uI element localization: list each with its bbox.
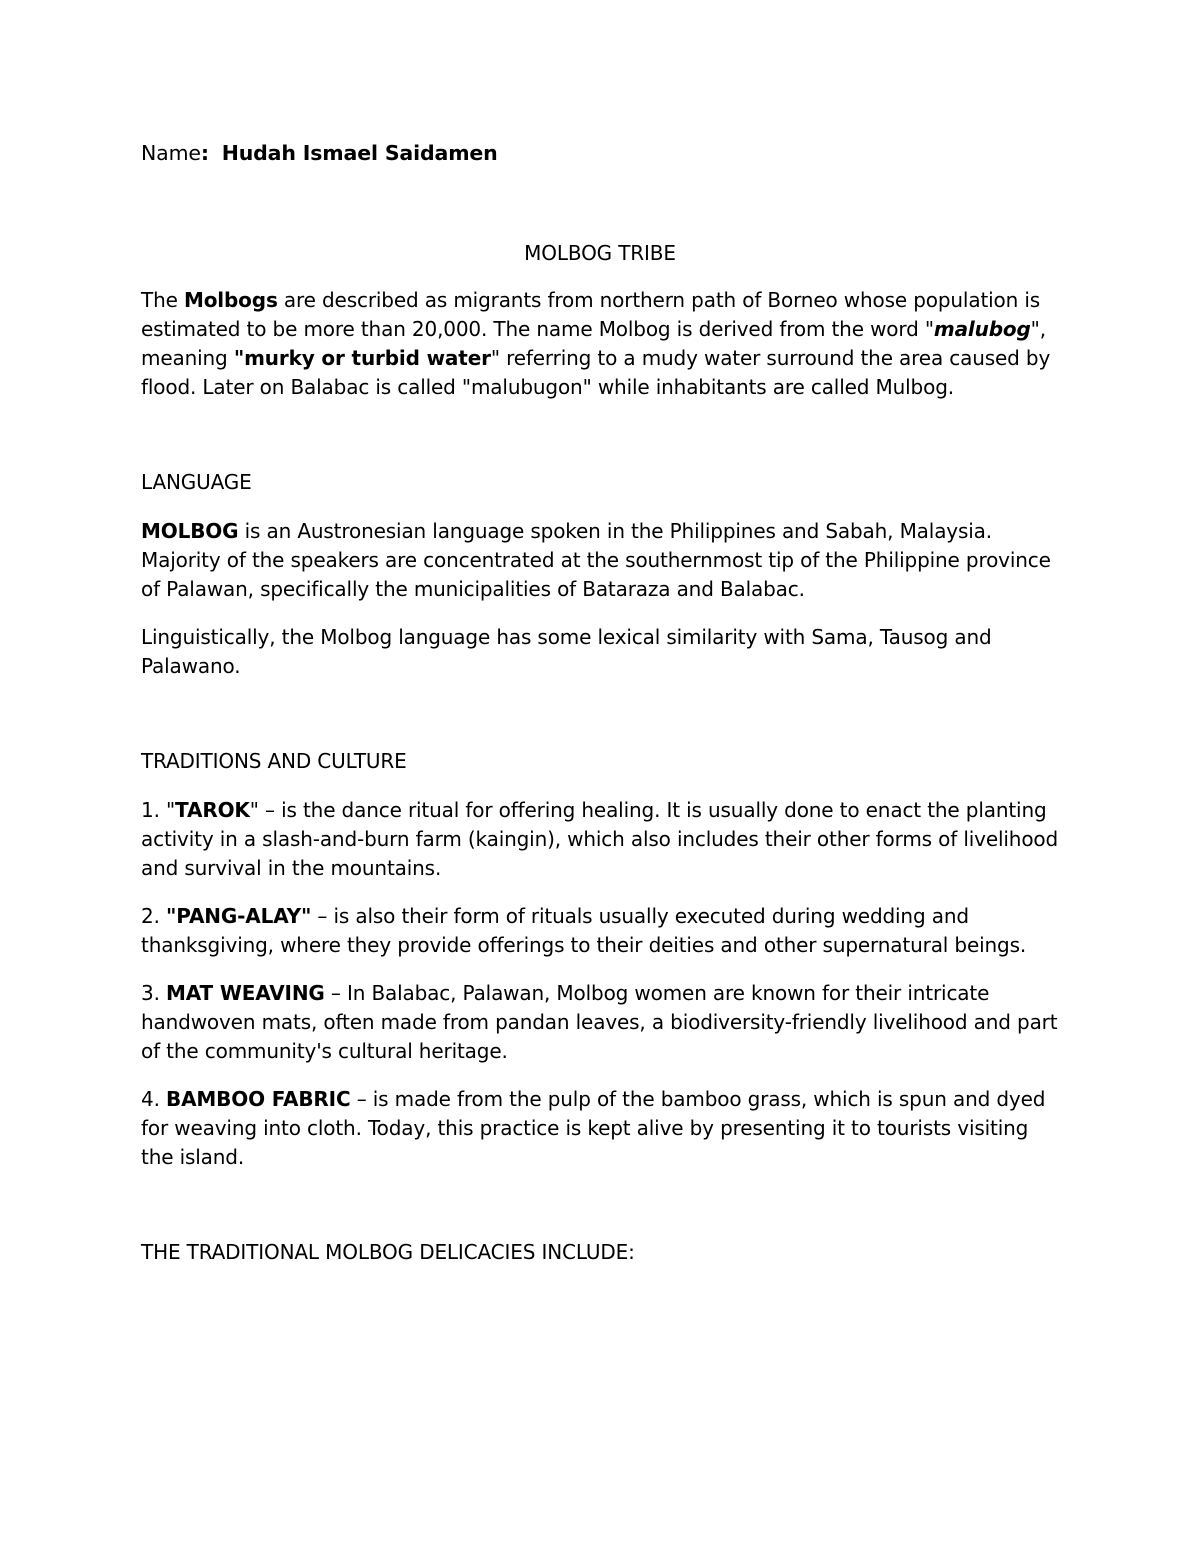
traditions-heading: TRADITIONS AND CULTURE bbox=[141, 749, 407, 773]
language-text-1: is an Austronesian language spoken in the Philippines and Sabah, Malaysia. Majority of the speakers are concentrated at the southernmost tip of the Philippine province of Palawan, specifically the municipalities of Bataraza and Balabac. bbox=[141, 519, 1051, 601]
tradition-number: 1. " bbox=[141, 798, 176, 822]
tradition-number: 2. bbox=[141, 904, 166, 928]
tradition-text: – is made from the pulp of the bamboo grass, which is spun and dyed for weaving into cloth. Today, this practice is kept alive by presenting it to tourists visiting the island. bbox=[141, 1087, 1046, 1169]
tradition-number: 4. bbox=[141, 1087, 166, 1111]
tradition-item bbox=[141, 902, 1061, 960]
tradition-term: TAROK bbox=[175, 798, 250, 822]
name-colon: : bbox=[200, 141, 209, 165]
tradition-item bbox=[141, 979, 1061, 1066]
tradition-term: BAMBOO FABRIC bbox=[166, 1087, 351, 1111]
delicacies-colon: : bbox=[628, 1240, 635, 1264]
tradition-item bbox=[141, 796, 1061, 883]
intro-text-1: The bbox=[141, 288, 184, 312]
molbog-term: MOLBOG bbox=[141, 519, 239, 543]
document-title: MOLBOG TRIBE bbox=[524, 241, 676, 265]
meaning-term: "murky or turbid water bbox=[233, 346, 491, 370]
tradition-number: 3. bbox=[141, 981, 166, 1005]
molbogs-term: Molbogs bbox=[183, 288, 278, 312]
language-paragraph-1 bbox=[141, 517, 1061, 604]
tradition-text: " – is the dance ritual for offering healing. It is usually done to enact the planting activity in a slash-and-burn farm (kaingin), which also includes their other forms of livelihood and survival in the mountains. bbox=[141, 798, 1059, 880]
delicacies-heading bbox=[141, 1238, 1061, 1267]
malubog-term: malubog bbox=[933, 317, 1031, 341]
name-line bbox=[141, 138, 1061, 168]
intro-text-4: " referring to a mudy water surround the area caused by flood. Later on Balabac is called "malubugon" while inhabitants are called Mulbog. bbox=[141, 346, 1051, 399]
language-paragraph-2: Linguistically, the Molbog language has some lexical similarity with Sama, Tausog and Palawano. bbox=[141, 625, 992, 678]
intro-paragraph bbox=[141, 286, 1061, 402]
language-heading: LANGUAGE bbox=[141, 470, 252, 494]
name-value: Hudah Ismael Saidamen bbox=[221, 141, 498, 165]
tradition-text: – In Balabac, Palawan, Molbog women are known for their intricate handwoven mats, often made from pandan leaves, a biodiversity-friendly livelihood and part of the community's cultural heritage. bbox=[141, 981, 1058, 1063]
tradition-text: – is also their form of rituals usually executed during wedding and thanksgiving, where they provide offerings to their deities and other supernatural beings. bbox=[141, 904, 1027, 957]
intro-text-2: are described as migrants from northern path of Borneo whose population is estimated to be more than 20,000. The name Molbog is derived from the word " bbox=[141, 288, 1041, 341]
document-body bbox=[141, 138, 1061, 1267]
name-label: Name bbox=[141, 141, 201, 165]
tradition-term: "PANG-ALAY" bbox=[166, 904, 312, 928]
tradition-item bbox=[141, 1085, 1061, 1172]
intro-text-3: ", meaning bbox=[141, 317, 1046, 370]
delicacies-heading-text: THE TRADITIONAL MOLBOG DELICACIES INCLUDE bbox=[141, 1240, 629, 1264]
tradition-term: MAT WEAVING bbox=[166, 981, 325, 1005]
